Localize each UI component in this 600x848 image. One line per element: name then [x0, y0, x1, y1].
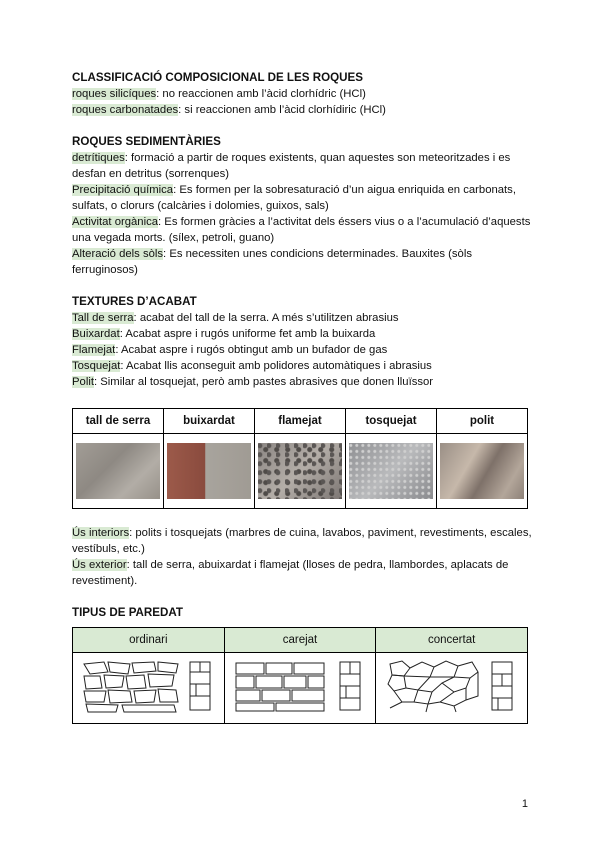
texture-header: tosquejat — [346, 409, 437, 434]
definition-line: Ús exterior: tall de serra, abuixardat i flamejat (lloses de pedra, llambordes, aplacats de revestiment). — [72, 559, 509, 587]
definition-line: Tosquejat: Acabat llis aconseguit amb polidores automàtiques i abrasius — [72, 360, 432, 372]
section-textures — [72, 294, 532, 509]
highlighted-term: Buixardat — [72, 328, 120, 340]
highlighted-term: Polit — [72, 376, 94, 388]
definition-line: Precipitació química: Es formen per la sobresaturació d’un aigua enriquida en carbonats, sulfats, o clorurs (calcàries i dolomies, guixos, sals) — [72, 184, 516, 212]
paredat-image-row — [73, 653, 528, 724]
highlighted-term: Precipitació química — [72, 184, 174, 196]
highlighted-term: detrítiques — [72, 152, 125, 164]
texture-header: buixardat — [164, 409, 255, 434]
carejat-wall-illustration — [230, 658, 370, 714]
paredat-header: ordinari — [73, 628, 225, 653]
tall-de-serra-swatch — [76, 443, 160, 499]
definition-line: Flamejat: Acabat aspre i rugós obtingut amb un bufador de gas — [72, 344, 388, 356]
definition-line: roques silicíques: no reaccionen amb l’àcid clorhídric (HCl) — [72, 88, 366, 100]
section-title: TEXTURES D’ACABAT — [72, 295, 197, 308]
section-title: CLASSIFICACIÓ COMPOSICIONAL DE LES ROQUES — [72, 71, 363, 84]
document-page — [72, 70, 532, 724]
section-title: ROQUES SEDIMENTÀRIES — [72, 135, 221, 148]
textures-table — [72, 408, 528, 509]
paredat-header-row — [73, 628, 528, 653]
flamejat-swatch — [258, 443, 342, 499]
section-paredat — [72, 605, 532, 724]
tosquejat-swatch — [349, 443, 433, 499]
textures-image-row — [73, 434, 528, 509]
definition-line: Buixardat: Acabat aspre i rugós uniforme fet amb la buixarda — [72, 328, 376, 340]
highlighted-term: Alteració dels sòls — [72, 248, 164, 260]
definition-line: Polit: Similar al tosquejat, però amb pastes abrasives que donen lluïssor — [72, 376, 434, 388]
texture-header: tall de serra — [73, 409, 164, 434]
section-sedimentaries — [72, 134, 532, 278]
highlighted-term: Ús exterior — [72, 559, 127, 571]
highlighted-term: roques carbonatades — [72, 104, 179, 116]
definition-line: Tall de serra: acabat del tall de la serra. A més s’utilitzen abrasius — [72, 312, 399, 324]
section-title: TIPUS DE PAREDAT — [72, 606, 184, 619]
definition-line: detrítiques: formació a partir de roques existents, quan aquestes son meteoritzades i es desfan en detritus (sorrenques) — [72, 152, 511, 180]
paredat-header: carejat — [224, 628, 376, 653]
definition-line: Ús interiors: polits i tosquejats (marbres de cuina, lavabos, paviment, revestiments, escales, vestíbuls, etc.) — [72, 527, 532, 555]
highlighted-term: roques silicíques — [72, 88, 157, 100]
texture-header: flamejat — [255, 409, 346, 434]
polit-swatch — [440, 443, 524, 499]
highlighted-term: Flamejat — [72, 344, 116, 356]
highlighted-term: Ús interiors — [72, 527, 130, 539]
textures-header-row — [73, 409, 528, 434]
highlighted-term: Activitat orgànica — [72, 216, 159, 228]
texture-header: polit — [437, 409, 528, 434]
buixardat-swatch — [167, 443, 251, 499]
paredat-table — [72, 627, 528, 724]
highlighted-term: Tall de serra — [72, 312, 134, 324]
section-composicional — [72, 70, 532, 118]
paredat-header: concertat — [376, 628, 528, 653]
concertat-wall-illustration — [382, 658, 522, 714]
definition-line: Activitat orgànica: Es formen gràcies a l’activitat dels éssers vius o a l’acumulació d’aquests una vegada morts. (sílex, petroli, guano) — [72, 216, 531, 244]
section-usos — [72, 525, 532, 589]
definition-line: Alteració dels sòls: Es necessiten unes condicions determinades. Bauxites (sòls ferruginosos) — [72, 248, 472, 276]
definition-line: roques carbonatades: si reaccionen amb l’àcid clorhídiric (HCl) — [72, 104, 386, 116]
highlighted-term: Tosquejat — [72, 360, 121, 372]
page-number: 1 — [521, 798, 528, 810]
ordinari-wall-illustration — [78, 658, 218, 714]
